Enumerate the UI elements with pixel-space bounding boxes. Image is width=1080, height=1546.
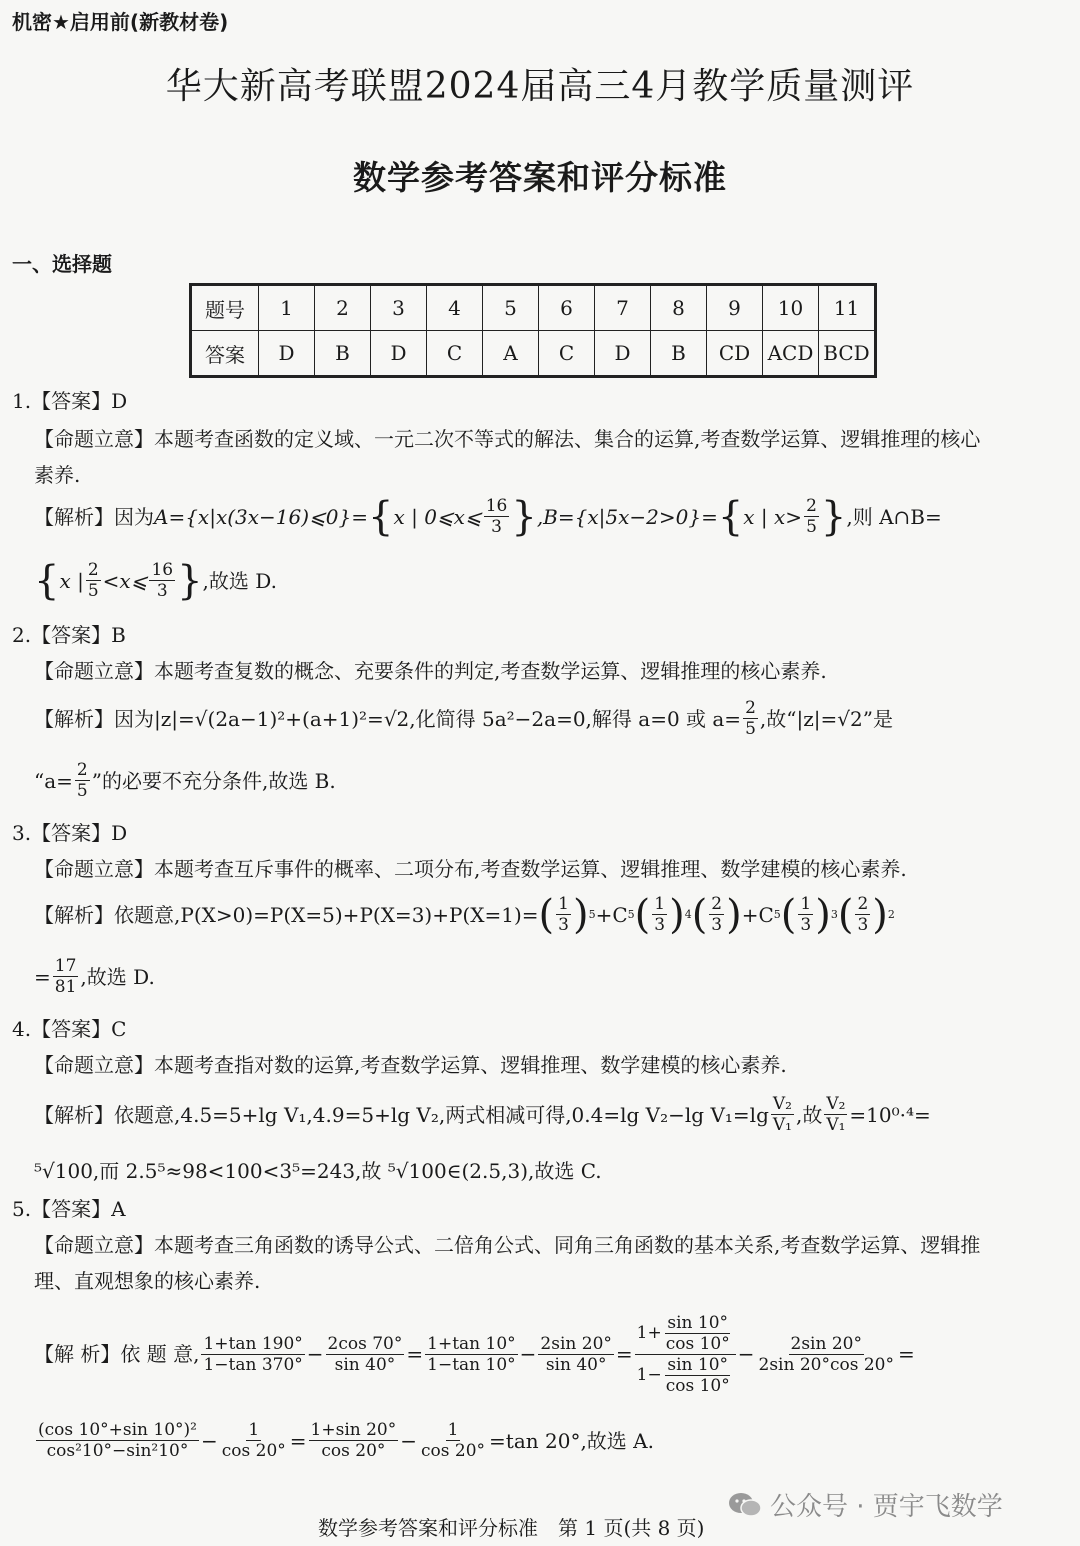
right-paren: ) [669,891,685,938]
q3-answer-heading: 3.【答案】D [12,821,128,845]
table-cell: 3 [371,285,427,331]
minus-sign: − [306,1342,324,1366]
q2-analysis-text: 【解析】因为|z|=√(2a−1)²+(a+1)²=√2,化简得 5a²−2a=0,解得 a=0 或 a= [34,706,742,731]
fraction [309,1420,399,1461]
table-cell: CD [707,331,763,377]
q2-answer-heading: 2.【答案】B [12,623,126,647]
numerator: 2 [806,496,817,516]
q4-analysis-text-b: ,故 [795,1102,823,1127]
fraction [855,894,870,935]
q1-analysis-line1 [34,493,942,540]
one-minus: 1− [636,1365,662,1385]
right-paren: ) [872,891,888,938]
q5-intent: 【命题立意】本题考查三角函数的诱导公式、二倍角公式、同角三角函数的基本关系,考查数学运算、逻辑推 [34,1233,981,1257]
table-cell: D [595,331,651,377]
minus-sign: − [737,1342,755,1366]
confidential-header: 机密★启用前(新教材卷) [12,10,229,34]
equals-sign: = [289,1428,307,1453]
right-brace: } [820,493,847,540]
q1-conclusion: ,故选 D. [202,568,277,593]
right-paren: ) [572,891,589,938]
denominator: 3 [800,915,812,935]
denominator [635,1355,736,1396]
numerator: 2 [745,698,756,718]
table-cell: ACD [763,331,819,377]
answer-table [189,283,877,378]
fraction [75,760,90,801]
fraction [201,1334,304,1375]
numerator: 2 [711,894,723,914]
wechat-icon [728,1491,762,1519]
numerator: 2sin 20° [790,1333,862,1354]
numerator: V₂ [772,1094,792,1114]
fraction [36,1420,199,1461]
left-brace: { [34,557,60,604]
denominator: 1−tan 370° [203,1354,303,1375]
numerator: sin 10° [667,1312,729,1333]
left-paren: ( [538,891,555,938]
fraction [652,894,667,935]
q2-analysis-line1 [34,698,893,739]
denominator: 3 [558,915,569,935]
q1-answer-heading: 1.【答案】D [12,389,128,413]
fraction [425,1334,518,1375]
fraction [53,956,79,997]
var-x: x | [59,568,84,593]
fraction [556,894,571,935]
q5-analysis-label: 【解 析】依 题 意, [34,1342,200,1366]
denominator: cos 20° [321,1441,386,1461]
numerator: 1+tan 10° [427,1333,516,1354]
denominator: 3 [711,915,723,935]
q2-intent: 【命题立意】本题考查复数的概念、充要条件的判定,考查数学运算、逻辑推理的核心素养. [34,659,827,683]
numerator: 2 [76,760,88,780]
combination-c: +C [595,902,628,927]
left-brace: { [368,493,394,540]
q1-intent-cont: 素养. [34,463,81,487]
numerator: 2 [857,894,869,914]
fraction [771,1094,794,1135]
denominator: 1−tan 10° [427,1354,516,1375]
left-paren: ( [837,891,854,938]
left-paren: ( [691,891,708,938]
fraction [220,1420,288,1461]
denominator: cos 20° [421,1441,486,1461]
section-heading-choice: 一、选择题 [12,252,112,276]
page-footer: 数学参考答案和评分标准 第 1 页(共 8 页) [318,1516,705,1540]
table-cell: 10 [763,285,819,331]
right-brace: } [177,557,203,604]
subscript: 5 [627,907,635,921]
table-cell: D [371,331,427,377]
fraction [664,1313,732,1354]
denominator: 5 [76,781,88,801]
compound-fraction [635,1313,736,1396]
fraction [538,1334,613,1375]
denominator: 3 [156,581,168,601]
watermark-text: 公众号 · 贾宇飞数学 [770,1492,1003,1522]
left-paren: ( [634,891,651,938]
numerator: V₂ [826,1094,846,1114]
table-header-cell: 题号 [191,285,259,331]
fraction [419,1420,487,1461]
fraction [664,1355,732,1396]
q1-set1-expr: x | 0⩽x⩽ [393,504,482,529]
q4-answer-heading: 4.【答案】C [12,1017,127,1041]
numerator: 2sin 20° [540,1333,612,1354]
fraction [824,1094,847,1135]
denominator: sin 40° [334,1354,396,1375]
table-cell: B [315,331,371,377]
watermark [728,1486,1003,1523]
q3-conclusion: ,故选 D. [80,964,155,989]
table-cell: 9 [707,285,763,331]
fraction [326,1334,405,1375]
table-cell: 6 [539,285,595,331]
q4-analysis-line1 [34,1094,931,1135]
q2-line2-a: “a= [34,768,73,793]
denominator: 2sin 20°cos 20° [758,1354,894,1375]
q1-intent: 【命题立意】本题考查函数的定义域、一元二次不等式的解法、集合的运算,考查数学运算、逻辑推理的核心 [34,427,981,451]
table-cell: A [483,331,539,377]
q3-analysis-text: 【解析】依题意,P(X>0)=P(X=5)+P(X=3)+P(X=1)= [34,902,539,927]
q3-analysis-line1 [34,891,895,938]
q1-set-a: A={x|x(3x−16)⩽0}= [154,504,369,529]
exponent: 4 [684,907,692,921]
equals-sign: = [406,1342,424,1366]
q1-set2-expr: x | x> [743,504,803,529]
denominator: 5 [87,581,99,601]
left-brace: { [717,493,744,540]
table-cell: 1 [259,285,315,331]
right-brace: } [511,493,537,540]
left-paren: ( [780,891,797,938]
document-title: 华大新高考联盟2024届高三4月教学质量测评 [165,66,915,107]
fraction [757,1334,896,1375]
denominator: V₁ [826,1115,846,1135]
q4-analysis-text: 【解析】依题意,4.5=5+lg V₁,4.9=5+lg V₂,两式相减可得,0.4=lg V₂−lg V₁=lg [34,1102,769,1127]
denominator: 5 [745,719,756,739]
numerator: 2 [87,560,99,580]
table-cell: 2 [315,285,371,331]
denominator: 81 [54,977,77,997]
denominator: 3 [857,915,869,935]
denominator: cos 10° [665,1375,730,1396]
fraction [709,894,724,935]
numerator: 1 [654,894,666,914]
q1-set-b: ,B={x|5x−2>0}= [536,504,718,529]
denominator: V₁ [772,1115,792,1135]
fraction [484,496,510,537]
table-cell: 4 [427,285,483,331]
numerator: 16 [485,496,508,516]
q4-analysis-line2: ⁵√100,而 2.5⁵≈98<100<3⁵=243,故 ⁵√100∈(2.5,3),故选 C. [34,1159,602,1183]
minus-sign: − [201,1428,218,1453]
q5-conclusion: =tan 20°,故选 A. [489,1428,654,1453]
table-cell: B [651,331,707,377]
numerator: 17 [54,956,77,976]
denominator: cos 10° [665,1333,730,1354]
table-cell: D [259,331,315,377]
numerator: 1 [558,894,569,914]
numerator: sin 10° [667,1354,729,1375]
q3-analysis-line2 [34,956,155,997]
numerator: 1 [248,1420,260,1440]
q5-analysis-line2 [34,1420,654,1461]
table-cell: 5 [483,285,539,331]
q4-analysis-text-c: =10⁰·⁴= [849,1102,931,1127]
q2-analysis-text-b: ,故“|z|=√2”是 [759,706,893,731]
fraction [149,560,175,601]
subscript: 5 [773,907,781,921]
numerator: 1+tan 190° [203,1333,303,1354]
exponent: 3 [830,907,838,921]
numerator: 1 [800,894,812,914]
fraction [86,560,101,601]
numerator: 1 [447,1420,459,1440]
numerator [635,1313,736,1355]
q5-answer-heading: 5.【答案】A [12,1197,126,1221]
table-row-numbers [191,285,876,331]
fraction [743,698,758,739]
equals-sign: = [615,1342,633,1366]
table-cell: BCD [819,331,876,377]
right-paren: ) [726,891,742,938]
q1-intersection: ,则 A∩B= [846,504,942,529]
denominator: 3 [491,517,502,537]
q5-analysis-line1 [34,1306,915,1402]
q1-analysis-line2 [34,557,277,604]
table-header-cell: 答案 [191,331,259,377]
q3-intent: 【命题立意】本题考查互斥事件的概率、二项分布,考查数学运算、逻辑推理、数学建模的核心素养. [34,857,907,881]
minus-sign: − [519,1342,537,1366]
table-cell: 11 [819,285,876,331]
table-row-answers [191,331,876,377]
exponent: 2 [887,907,895,921]
denominator: cos 20° [221,1441,286,1461]
document-subtitle: 数学参考答案和评分标准 [353,158,727,197]
denominator: 5 [806,517,817,537]
numerator: 16 [151,560,174,580]
q1-analysis-label: 【解析】因为 [34,504,154,529]
q2-analysis-line2 [34,760,336,801]
denominator: 3 [654,915,666,935]
q2-line2-b: ”的必要不充分条件,故选 B. [91,768,336,793]
one-plus: 1+ [636,1323,662,1343]
minus-sign: − [400,1428,418,1453]
q5-intent-cont: 理、直观想象的核心素养. [34,1269,261,1293]
q4-intent: 【命题立意】本题考查指对数的运算,考查数学运算、逻辑推理、数学建模的核心素养. [34,1053,787,1077]
fraction [804,496,819,537]
right-paren: ) [815,891,831,938]
equals-sign: = [897,1342,915,1366]
table-cell: 8 [651,285,707,331]
denominator: sin 40° [545,1354,607,1375]
equals-sign: = [34,964,51,989]
table-cell: C [539,331,595,377]
fraction [798,894,813,935]
numerator: 1+sin 20° [310,1420,397,1440]
exponent: 5 [588,907,596,921]
numerator: 2cos 70° [327,1333,403,1354]
denominator: cos²10°−sin²10° [46,1441,189,1461]
combination-c: +C [741,902,774,927]
table-cell: 7 [595,285,651,331]
q1-ineq: <x⩽ [102,568,148,593]
table-cell: C [427,331,483,377]
numerator: (cos 10°+sin 10°)² [38,1420,197,1440]
